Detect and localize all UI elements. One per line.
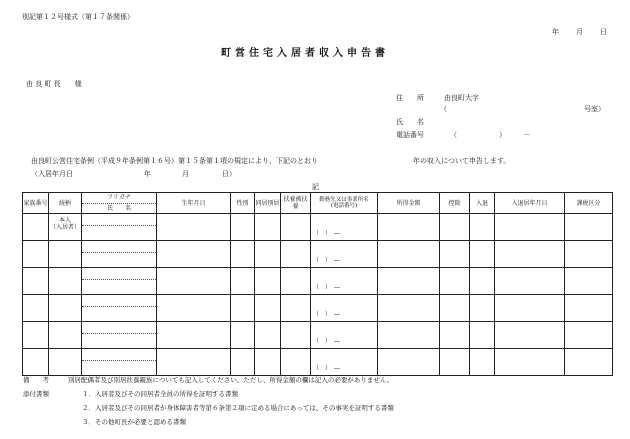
- table-cell[interactable]: [23, 214, 49, 241]
- header-workplace: [311, 193, 378, 214]
- table-cell[interactable]: [565, 349, 613, 376]
- header-workplace-name: 勤務先又は事業所名: [319, 196, 369, 203]
- page-title: 町営住宅入居者収入申告書: [221, 48, 389, 59]
- table-cell[interactable]: [565, 214, 613, 241]
- table-cell[interactable]: [231, 322, 255, 349]
- table-row: [23, 241, 613, 268]
- table-cell[interactable]: [378, 268, 440, 295]
- table-cell[interactable]: [378, 349, 440, 376]
- header-furigana-name: [82, 193, 157, 214]
- workplace-cell[interactable]: [311, 268, 378, 295]
- table-cell[interactable]: [255, 241, 281, 268]
- address-paren-open: （: [440, 105, 447, 113]
- phone-field[interactable]: （ ） －: [450, 131, 531, 139]
- furigana-line[interactable]: [82, 322, 156, 334]
- date-day: 日: [600, 28, 607, 36]
- header-move-date: 入退居年月日: [495, 193, 565, 214]
- addressee: 由 良 町 長 様: [26, 80, 82, 88]
- table-cell[interactable]: [231, 214, 255, 241]
- table-cell[interactable]: [157, 295, 231, 322]
- table-cell[interactable]: [378, 214, 440, 241]
- table-cell[interactable]: [470, 241, 495, 268]
- table-cell[interactable]: [495, 268, 565, 295]
- move-in-day: 日）: [222, 170, 236, 178]
- header-sex: 性別: [231, 193, 255, 214]
- table-cell[interactable]: [49, 322, 82, 349]
- name-cell[interactable]: [82, 241, 157, 268]
- relation-self: 本人: [58, 217, 71, 224]
- table-cell[interactable]: [255, 322, 281, 349]
- table-cell[interactable]: [470, 295, 495, 322]
- household-table: [22, 192, 613, 376]
- furigana-line[interactable]: [82, 241, 156, 253]
- table-cell[interactable]: [470, 349, 495, 376]
- workplace-phone-placeholder[interactable]: （ ） ―: [313, 284, 341, 291]
- table-cell[interactable]: [49, 268, 82, 295]
- table-cell[interactable]: [23, 241, 49, 268]
- table-cell[interactable]: [565, 241, 613, 268]
- name-cell[interactable]: [82, 295, 157, 322]
- ki-label: 記: [312, 183, 319, 191]
- table-cell[interactable]: [495, 295, 565, 322]
- table-cell[interactable]: [440, 268, 470, 295]
- workplace-cell[interactable]: [311, 241, 378, 268]
- name-cell[interactable]: [82, 268, 157, 295]
- table-cell[interactable]: [495, 214, 565, 241]
- table-cell[interactable]: [281, 295, 311, 322]
- statement-line1: 由良町公営住宅条例（平成９年条例第１６号）第１５条第１項の規定により、下記のとおり: [31, 157, 318, 165]
- furigana-line[interactable]: [82, 349, 156, 361]
- header-name: 氏 名: [106, 204, 131, 212]
- attachments-label: 添付書類: [23, 390, 49, 398]
- workplace-phone-placeholder[interactable]: （ ） ―: [313, 338, 341, 345]
- table-row: [23, 268, 613, 295]
- header-deduction: 控除: [440, 193, 470, 214]
- name-cell[interactable]: [82, 349, 157, 376]
- table-cell[interactable]: [23, 349, 49, 376]
- workplace-phone-placeholder[interactable]: （ ） ―: [313, 311, 341, 318]
- table-cell[interactable]: [49, 295, 82, 322]
- move-in-year: 年: [144, 170, 151, 178]
- name-cell[interactable]: [82, 322, 157, 349]
- remarks-text: 別居配偶者及び別居扶養親族についても記入してください。ただし、所得金額の欄は記入の必要がありません。: [68, 376, 394, 384]
- address-room: 号室）: [584, 105, 605, 113]
- header-move-in: 入退: [470, 193, 495, 214]
- table-cell[interactable]: [157, 241, 231, 268]
- attachment-item: ２．入居者及びその同居者が身体障害者等第６条第２項に定める場合にあっては、その事実を証明する書類: [82, 404, 394, 412]
- attachment-item: ３．その他町長が必要と認める書類: [82, 418, 186, 426]
- table-cell[interactable]: [23, 295, 49, 322]
- table-cell[interactable]: [378, 295, 440, 322]
- remarks-label: 備 考: [23, 376, 49, 384]
- workplace-phone-placeholder[interactable]: （ ） ―: [313, 365, 341, 372]
- table-cell[interactable]: [565, 295, 613, 322]
- workplace-phone-placeholder[interactable]: （ ） ―: [313, 257, 341, 264]
- table-cell[interactable]: [23, 322, 49, 349]
- table-cell[interactable]: [440, 322, 470, 349]
- workplace-cell[interactable]: [311, 214, 378, 241]
- table-cell[interactable]: [378, 322, 440, 349]
- workplace-cell[interactable]: [311, 295, 378, 322]
- table-cell[interactable]: [255, 295, 281, 322]
- workplace-phone-placeholder[interactable]: （ ） ―: [313, 230, 341, 237]
- table-cell[interactable]: [281, 268, 311, 295]
- furigana-line[interactable]: [82, 268, 156, 280]
- header-relation: 続柄: [49, 193, 82, 214]
- relation-cell[interactable]: [49, 214, 82, 241]
- table-cell[interactable]: [231, 349, 255, 376]
- table-cell[interactable]: [231, 241, 255, 268]
- header-workplace-phone: (電話番号): [330, 203, 358, 209]
- table-cell[interactable]: [49, 241, 82, 268]
- header-tax-class: 課税区分: [565, 193, 613, 214]
- date-month: 月: [576, 28, 583, 36]
- table-cell[interactable]: [231, 295, 255, 322]
- workplace-cell[interactable]: [311, 322, 378, 349]
- table-cell[interactable]: [23, 268, 49, 295]
- header-same-separate: 同居別居: [255, 193, 281, 214]
- name-label: 氏 名: [396, 118, 424, 126]
- header-birthdate: 生年月日: [157, 193, 231, 214]
- table-row: [23, 295, 613, 322]
- table-cell[interactable]: [378, 241, 440, 268]
- table-cell[interactable]: [157, 349, 231, 376]
- table-cell[interactable]: [470, 268, 495, 295]
- workplace-cell[interactable]: [311, 349, 378, 376]
- move-in-label: （入居年月日: [31, 170, 73, 178]
- table-cell[interactable]: [281, 214, 311, 241]
- table-cell[interactable]: [255, 268, 281, 295]
- table-cell[interactable]: [255, 214, 281, 241]
- table-cell[interactable]: [255, 349, 281, 376]
- table-cell[interactable]: [440, 295, 470, 322]
- form-id: 別記第１２号様式（第１７条関係）: [22, 13, 134, 21]
- table-cell[interactable]: [157, 322, 231, 349]
- table-cell[interactable]: [495, 349, 565, 376]
- table-cell[interactable]: [565, 268, 613, 295]
- header-furigana: フリガナ: [82, 193, 156, 204]
- furigana-line[interactable]: [82, 214, 156, 226]
- table-cell[interactable]: [440, 349, 470, 376]
- attachment-item: １．入居者及びその同居者全員の所得を証明する書類: [82, 390, 238, 398]
- name-cell[interactable]: [82, 214, 157, 241]
- header-dependent: 扶養被扶養: [281, 193, 311, 214]
- table-cell[interactable]: [495, 322, 565, 349]
- furigana-line[interactable]: [82, 295, 156, 307]
- table-cell[interactable]: [281, 322, 311, 349]
- table-cell[interactable]: [49, 349, 82, 376]
- table-cell[interactable]: [231, 268, 255, 295]
- table-cell[interactable]: [440, 241, 470, 268]
- table-cell[interactable]: [470, 214, 495, 241]
- table-row: [23, 214, 613, 241]
- phone-label: 電話番号: [396, 131, 424, 139]
- table-cell[interactable]: [495, 241, 565, 268]
- header-family-no: 家族番号: [23, 193, 49, 214]
- date-year: 年: [552, 28, 559, 36]
- table-cell[interactable]: [565, 322, 613, 349]
- statement-line1-tail: 年の収入について申告します。: [413, 157, 511, 165]
- table-body: [23, 214, 613, 376]
- move-in-month: 月: [182, 170, 189, 178]
- table-cell[interactable]: [157, 214, 231, 241]
- table-row: [23, 322, 613, 349]
- address-label: 住 所: [396, 94, 424, 102]
- table-cell[interactable]: [440, 214, 470, 241]
- table-cell[interactable]: [281, 349, 311, 376]
- relation-self-sub: （入居者）: [49, 224, 80, 231]
- table-cell[interactable]: [157, 268, 231, 295]
- table-row: [23, 349, 613, 376]
- address-value[interactable]: 由良町大字: [444, 94, 479, 102]
- header-income: 所得金額: [378, 193, 440, 214]
- table-cell[interactable]: [281, 241, 311, 268]
- table-cell[interactable]: [470, 322, 495, 349]
